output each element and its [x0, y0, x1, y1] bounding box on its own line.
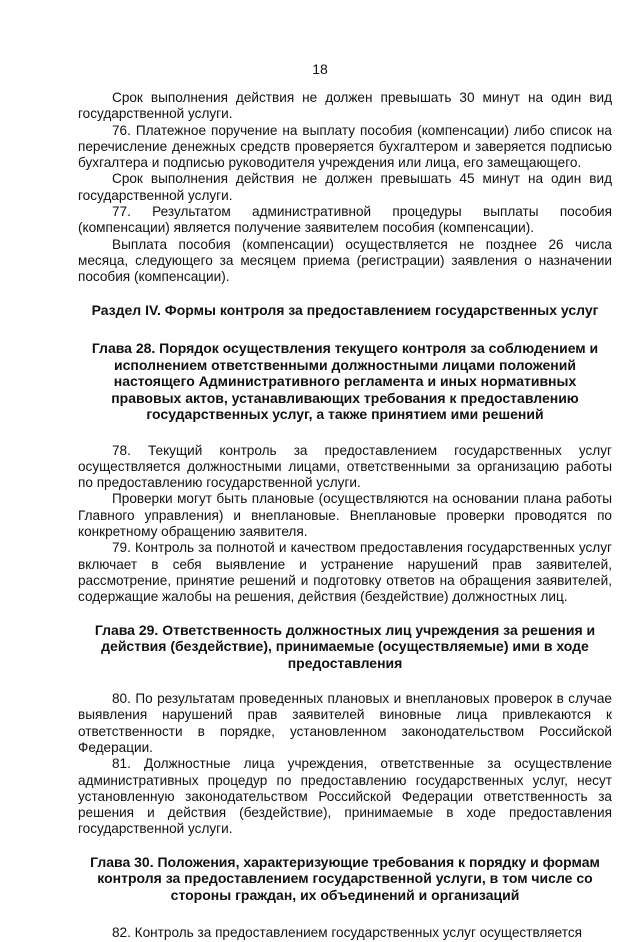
section-iv-heading: Раздел IV. Формы контроля за предоставлением государственных услуг — [91, 301, 599, 318]
paragraph-inspections: Проверки могут быть плановые (осуществляются на основании плана работы Главного управления) и внеплановые. Внеплановые проверки проводятся по конкретному обращению заявителя. — [78, 491, 612, 540]
chapter-28-heading: Глава 28. Порядок осуществления текущего контроля за соблюдением и исполнением ответственными должностными лицами положений настоящего Административного регламента и иных нормативных правовых актов, устанавливающих требования к предоставлению государственных услуг, а также принятием ими решений — [91, 340, 599, 423]
page-content — [78, 90, 612, 942]
paragraph-82: 82. Контроль за предоставлением государственных услуг осуществляется — [112, 925, 582, 941]
chapter-29-heading: Глава 29. Ответственность должностных лиц учреждения за решения и действия (бездействие), принимаемые (осуществляемые) ими в ходе предоставления — [94, 621, 596, 671]
paragraph-80: 80. По результатам проведенных плановых и внеплановых проверок в случае выявления нарушений прав заявителей виновные лица привлекаются к ответственности в порядке, установленном законодательством Российской Федерации. — [78, 691, 612, 755]
paragraph-81: 81. Должностные лица учреждения, ответственные за осуществление административных процедур по предоставлению государственных услуг, несут установленную законодательством Российской Федерации ответственность за решения и действия (бездействие), принимаемые в ходе предоставления государственной услуги. — [78, 756, 612, 837]
paragraph-time-limit-45: Срок выполнения действия не должен превышать 45 минут на один вид государственной услуги. — [78, 171, 612, 203]
page-number: 18 — [312, 61, 328, 77]
paragraph-76: 76. Платежное поручение на выплату пособия (компенсации) либо список на перечисление денежных средств проверяется бухгалтером и заверяется подписью бухгалтера и подписью руководителя учреждения или лица, его замещающего. — [78, 122, 612, 171]
paragraph-77: 77. Результатом административной процедуры выплаты пособия (компенсации) является получение заявителем пособия (компенсации). — [78, 204, 612, 236]
paragraph-78: 78. Текущий контроль за предоставлением государственных услуг осуществляется должностными лицами, ответственными за организацию работы по предоставлению государственной услуги. — [78, 442, 612, 491]
paragraph-payment-deadline: Выплата пособия (компенсации) осуществляется не позднее 26 числа месяца, следующего за месяцем приема (регистрации) заявления о назначении пособия (компенсации). — [78, 236, 612, 285]
paragraph-time-limit-30: Срок выполнения действия не должен превышать 30 минут на один вид государственной услуги. — [78, 90, 612, 122]
paragraph-79: 79. Контроль за полнотой и качеством предоставления государственных услуг включает в себя выявление и устранение нарушений прав заявителей, рассмотрение, принятие решений и подготовку ответов на обращения заявителей, содержащие жалобы на решения, действия (бездействие) должностных лиц. — [78, 540, 612, 605]
chapter-30-heading: Глава 30. Положения, характеризующие требования к порядку и формам контроля за предоставлением государственной услуги, в том числе со стороны граждан, их объединений и организаций — [90, 853, 600, 903]
